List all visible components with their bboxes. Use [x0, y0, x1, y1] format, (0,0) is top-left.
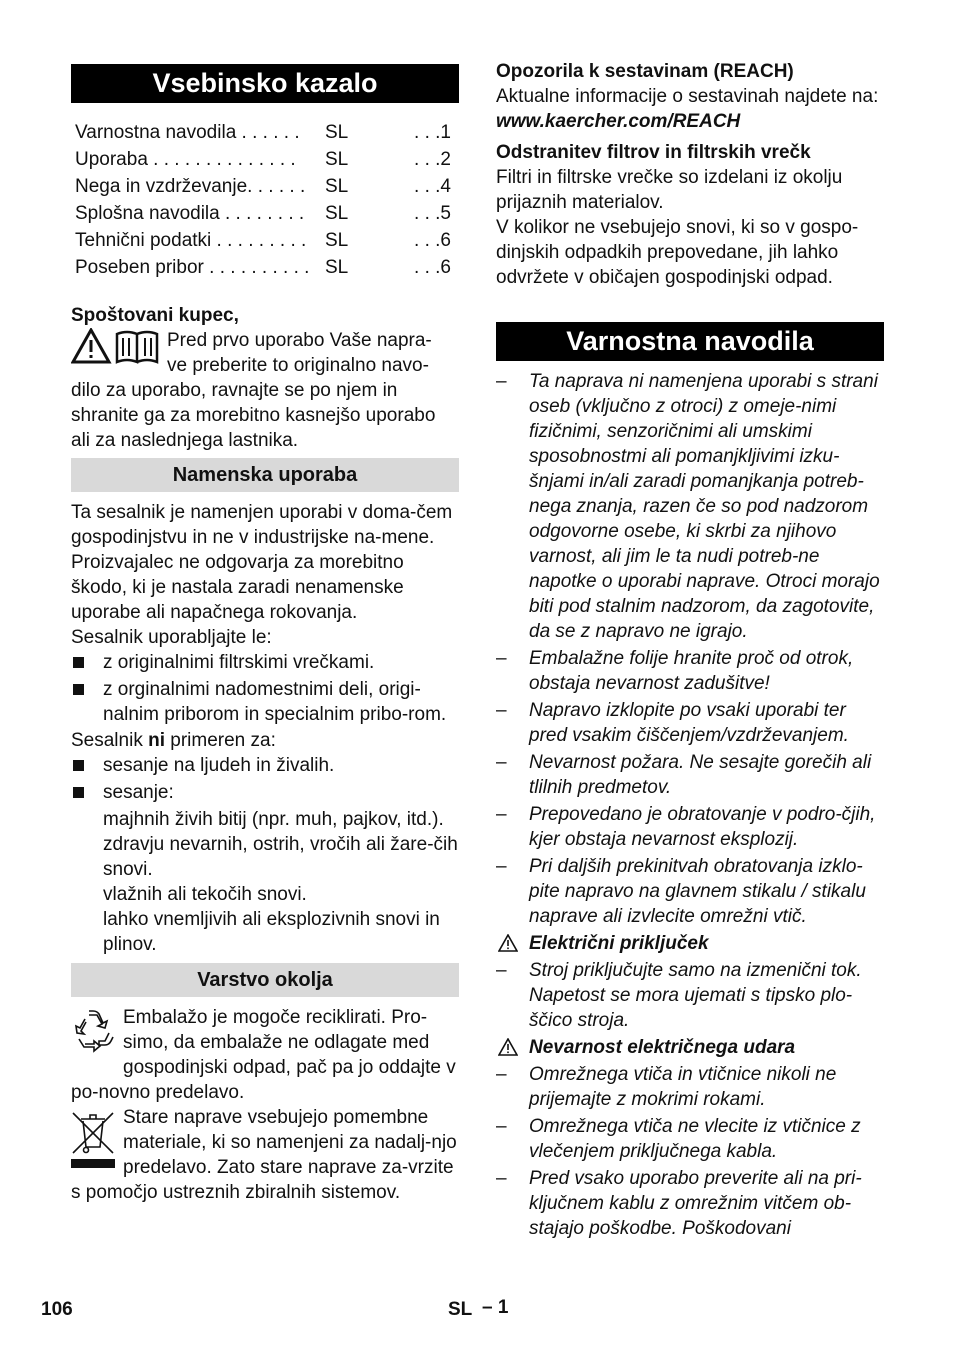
- safety-heading: Varnostna navodila: [496, 322, 884, 361]
- electric-title: Električni priključek: [529, 933, 709, 954]
- reach-link[interactable]: www.kaercher.com/REACH: [496, 111, 741, 132]
- warning-triangle-icon: [498, 1038, 518, 1063]
- list-item: [496, 1166, 884, 1241]
- list-item-text: Nevarnost požara. Ne sesajte gorečih ali tlilnih predmetov.: [529, 752, 872, 798]
- intro-line1: Pred prvo uporabo Vaše napra-: [167, 330, 432, 351]
- not-suitable-bold: ni: [148, 730, 165, 751]
- list-item: [496, 802, 884, 852]
- bullet-square-icon: [73, 657, 84, 668]
- toc-lang: SL: [325, 122, 349, 143]
- list-item-text: Pred vsako uporabo preverite ali na pri-ključnem kablu z omrežnim vitčem ob-stajajo poškodbe. Poškodovani: [529, 1168, 862, 1239]
- toc-lang: SL: [325, 257, 349, 278]
- wheelie-bin-crossed-icon: [71, 1109, 115, 1178]
- list-item: [496, 698, 884, 748]
- list-item: [496, 854, 884, 929]
- toc-title: Nega in vzdrževanje. . . . . .: [75, 176, 306, 197]
- list-item: [496, 750, 884, 800]
- intended-paragraph-1: Ta sesalnik je namenjen uporabi v doma-čem gospodinjstvu in ne v industrijske na-mene.: [71, 502, 453, 548]
- warning-manual-icon: [71, 328, 159, 371]
- list-item: [71, 677, 459, 727]
- list-item: [71, 753, 459, 778]
- env-block-1: [71, 1005, 459, 1105]
- toc-heading: Vsebinsko kazalo: [71, 64, 459, 103]
- section-environment: Varstvo okolja: [71, 963, 459, 997]
- bullet-square-icon: [73, 760, 84, 771]
- env-paragraph-2: Stare naprave vsebujejo pomembne materiale, ki so namenjeni za nadalj-njo predelavo. Zato stare naprave za-vrzite s pomočjo ustreznih zbiralnih sistemov.: [71, 1107, 457, 1203]
- toc-row[interactable]: [75, 200, 459, 227]
- bullet-square-icon: [73, 787, 84, 798]
- list-item-text: Stroj priključujte samo na izmenični tok. Napetost se mora ujemati s tipsko plo-ščico stroja.: [529, 960, 862, 1031]
- filter-paragraph-2: V kolikor ne vsebujejo snovi, ki so v gospo-dinjskih odpadkih prepovedane, jih lahko odvržete v običajen gospodinjski odpad.: [496, 217, 859, 288]
- dash-bullet: –: [496, 1168, 507, 1189]
- list-item: [496, 1062, 884, 1112]
- list-item: [496, 646, 884, 696]
- list-item-text: Ta naprava ni namenjena uporabi s strani oseb (vključno z otroci) z omeje-nimi fizičnimi, senzoričnimi ali umskimi sposobnostmi ali pomanjkljivimi izku-šnjami in/ali zaradi pomanjkanja potreb-nega znanja, razen če so pod nadzorom odgovorne osebe, ki skrbi za njihovo varnost, ali jim le ta nudi potreb-ne napotke o uporabi naprave. Otroci morajo biti pod stalnim nadzorom, da zagotovite, da se z napravo ne igrajo.: [529, 371, 880, 642]
- list-item: [496, 369, 884, 644]
- intro-line2: ve preberite to originalno navo-: [167, 355, 429, 376]
- footer-lang: SL: [448, 1299, 473, 1320]
- toc-page: . . .2: [414, 149, 451, 170]
- list-item-text: Pri daljših prekinitvah obratovanja izklo-pite napravo na glavnem stikalu / stikalu naprave ali izvlecite omrežni vtič.: [529, 856, 866, 927]
- list-item-text: z orginalnimi nadomestnimi deli, origi-nalnim priborom in specialnim pribo-rom.: [103, 679, 447, 725]
- electric-shock-heading: [496, 1035, 884, 1060]
- toc-title: Uporaba . . . . . . . . . . . . . .: [75, 149, 296, 170]
- toc-page: . . .6: [414, 230, 451, 251]
- toc-title: Tehnični podatki . . . . . . . . .: [75, 230, 307, 251]
- bullet-square-icon: [73, 684, 84, 695]
- shock-title: Nevarnost električnega udara: [529, 1037, 796, 1058]
- env-paragraph-1: Embalažo je mogoče reciklirati. Pro-simo, da embalaže ne odlagate med gospodinjski odpad, pač pa jo oddajte v po-novno predelavo.: [71, 1007, 456, 1103]
- list-item-text: z originalnimi filtrskimi vrečkami.: [103, 652, 375, 673]
- use-list: [71, 650, 459, 727]
- sublist-item: vlažnih ali tekočih snovi.: [103, 884, 307, 905]
- dash-bullet: –: [496, 1064, 507, 1085]
- toc-title: Varnostna navodila . . . . . .: [75, 122, 300, 143]
- toc-page: . . .5: [414, 203, 451, 224]
- sublist-item: zdravju nevarnih, ostrih, vročih ali žare-čih snovi.: [103, 834, 458, 880]
- list-item-text: Prepovedano je obratovanje v podro-čjih, kjer obstaja nevarnost eksplozij.: [529, 804, 876, 850]
- safety-list: [496, 369, 884, 929]
- reach-title: Opozorila k sestavinam (REACH): [496, 61, 794, 82]
- list-item-text: Omrežnega vtiča in vtičnice nikoli ne prijemajte z mokrimi rokami.: [529, 1064, 837, 1110]
- intended-paragraph-2: Proizvajalec ne odgovarja za morebitno škodo, ki je nastala zaradi nenamenske uporabe ali napačnega rokovanja.: [71, 552, 404, 623]
- table-of-contents: [75, 119, 459, 281]
- toc-page: . . .4: [414, 176, 451, 197]
- use-only-label: Sesalnik uporabljajte le:: [71, 627, 272, 648]
- toc-page: . . .6: [414, 257, 451, 278]
- intro-rest: dilo za uporabo, ravnajte se po njem in shranite ga za morebitno kasnejšo uporabo ali za naslednjega lastnika.: [71, 380, 436, 451]
- list-item-text: sesanje:: [103, 782, 174, 803]
- toc-title: Splošna navodila . . . . . . . .: [75, 203, 305, 224]
- list-item: [71, 650, 459, 675]
- sublist-item: lahko vnemljivih ali eksplozivnih snovi in plinov.: [103, 909, 440, 955]
- recycle-icon: [71, 1009, 115, 1060]
- toc-row[interactable]: [75, 146, 459, 173]
- dash-bullet: –: [496, 804, 507, 825]
- dash-bullet: –: [496, 960, 507, 981]
- list-item: [71, 780, 459, 805]
- list-item-text: Omrežnega vtiča ne vlecite iz vtičnice z vlečenjem priključnega kabla.: [529, 1116, 861, 1162]
- dash-bullet: –: [496, 648, 507, 669]
- list-item: [496, 958, 884, 1033]
- electric-list: [496, 958, 884, 1033]
- dash-bullet: –: [496, 371, 507, 392]
- warning-triangle-icon: [498, 934, 518, 959]
- list-item-text: Embalažne folije hranite proč od otrok, obstaja nevarnost zadušitve!: [529, 648, 854, 694]
- toc-page: . . .1: [414, 122, 451, 143]
- env-block-2: [71, 1105, 459, 1205]
- filter-paragraph-1: Filtri in filtrske vrečke so izdelani iz okolju prijaznih materialov.: [496, 167, 843, 213]
- not-suitable-post: primeren za:: [165, 730, 276, 751]
- toc-row[interactable]: [75, 119, 459, 146]
- shock-list: [496, 1062, 884, 1241]
- toc-lang: SL: [325, 149, 349, 170]
- dash-bullet: –: [496, 1116, 507, 1137]
- not-suitable-pre: Sesalnik: [71, 730, 149, 751]
- electric-connection-heading: [496, 931, 884, 956]
- toc-lang: SL: [325, 176, 349, 197]
- toc-title: Poseben pribor . . . . . . . . . .: [75, 257, 310, 278]
- toc-lang: SL: [325, 203, 349, 224]
- toc-row[interactable]: [75, 227, 459, 254]
- footer-sub-page: – 1: [482, 1297, 509, 1318]
- filter-title: Odstranitev filtrov in filtrskih vrečk: [496, 142, 811, 163]
- list-item-text: sesanje na ljudeh in živalih.: [103, 755, 335, 776]
- toc-lang: SL: [325, 230, 349, 251]
- left-column: [71, 0, 459, 1205]
- list-item: [496, 1114, 884, 1164]
- toc-row[interactable]: [75, 254, 459, 281]
- greeting: Spoštovani kupec,: [71, 305, 239, 326]
- intro-block: [71, 328, 459, 453]
- not-suitable-list: [71, 753, 459, 805]
- right-column: [496, 0, 884, 1243]
- reach-text: Aktualne informacije o sestavinah najdete na:: [496, 86, 879, 107]
- page-number: 106: [41, 1299, 73, 1320]
- dash-bullet: –: [496, 752, 507, 773]
- section-intended-use: Namenska uporaba: [71, 458, 459, 492]
- dash-bullet: –: [496, 856, 507, 877]
- not-suitable-label: [71, 728, 459, 753]
- dash-bullet: –: [496, 700, 507, 721]
- toc-row[interactable]: [75, 173, 459, 200]
- sublist-item: majhnih živih bitij (npr. muh, pajkov, itd.).: [103, 809, 444, 830]
- suction-sublist: [71, 807, 459, 957]
- list-item-text: Napravo izklopite po vsaki uporabi ter pred vsakim čiščenjem/vzdrževanjem.: [529, 700, 849, 746]
